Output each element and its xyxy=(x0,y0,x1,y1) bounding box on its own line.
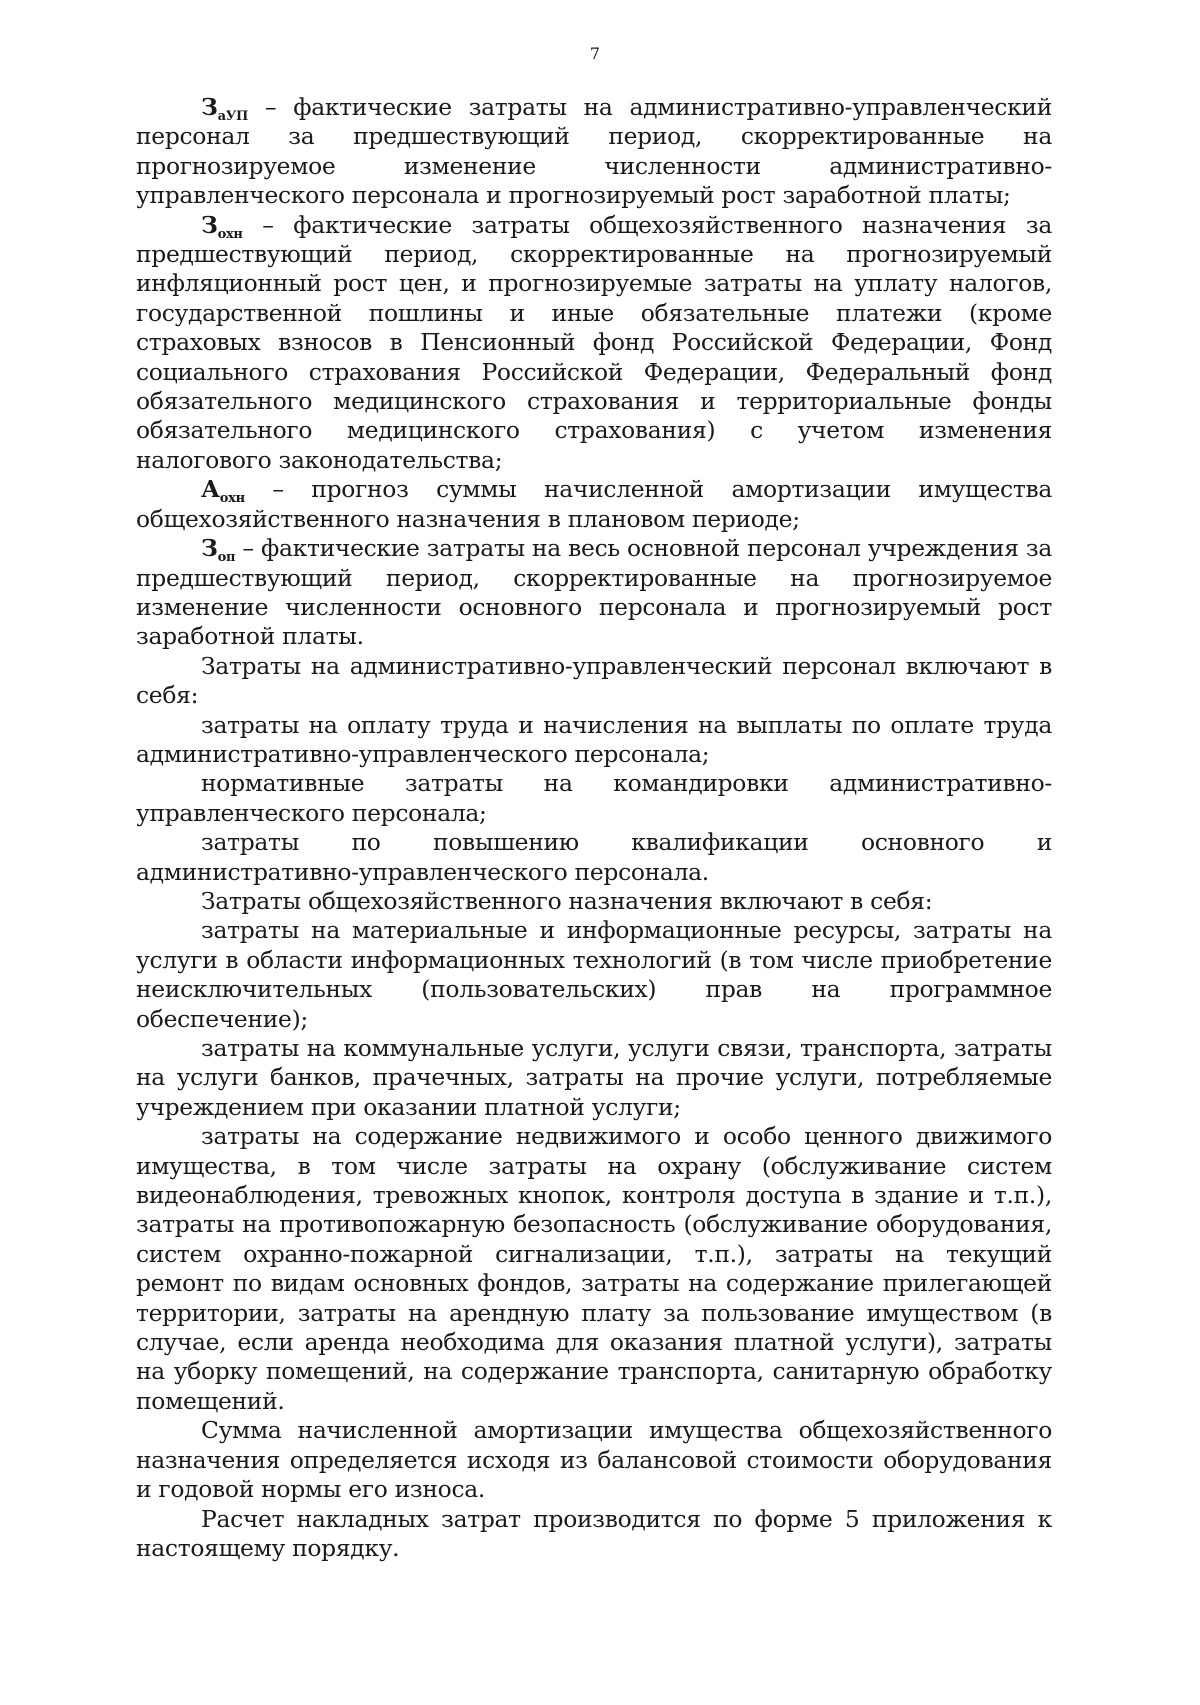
paragraph-aup-intro: Затраты на административно-управленческий персонал включают в себя: xyxy=(136,651,1052,710)
paragraph-aup-item-labor: затраты на оплату труда и начисления на выплаты по оплате труда административно-управленческого персонала; xyxy=(136,710,1052,768)
definition-z-aup: $З_{аУП}$ – фактические затраты на административно-управленческий персонал за предшествующий период, скорректированные на прогнозируемое изменение численности административно-управленческого персонала и прогнозируемый рост заработной платы; xyxy=(136,93,1052,210)
paragraph-ohn-item-property: затраты на содержание недвижимого и особо ценного движимого имущества, в том числе затраты на охрану (обслуживание систем видеонаблюдения, тревожных кнопок, контроля доступа в здание и т.п.), затраты на противопожарную безопасность (обслуживание оборудования, систем охранно-пожарной сигнализации, т.п.), затраты на текущий ремонт по видам основных фондов, затраты на содержание прилегающей территории, затраты на арендную плату за пользование имуществом (в случае, если аренда необходима для оказания платной услуги), затраты на уборку помещений, на содержание транспорта, санитарную обработку помещений. xyxy=(136,1122,1052,1415)
paragraph-aup-item-training: затраты по повышению квалификации основного и административно-управленческого персонала. xyxy=(136,828,1052,886)
formula-symbol: $З_{охн}$ xyxy=(201,210,243,242)
paragraph-ohn-intro: Затраты общехозяйственного назначения включают в себя: xyxy=(201,886,933,915)
paragraph-ohn-item-services: затраты на коммунальные услуги, услуги связи, транспорта, затраты на услуги банков, прачечных, затраты на прочие услуги, потребляемые учреждением при оказании платной услуги; xyxy=(136,1034,1052,1121)
formula-symbol: $З_{оп}$ xyxy=(201,534,236,566)
document-body xyxy=(136,93,1052,1563)
paragraph-ohn-item-resources: затраты на материальные и информационные ресурсы, затраты на услуги в области информационных технологий (в том числе приобретение неисключительных (пользовательских) прав на программное обеспечение); xyxy=(136,916,1052,1033)
formula-symbol: $А_{охн}$ xyxy=(201,475,245,507)
definition-z-ohn: $З_{охн}$ – фактические затраты общехозяйственного назначения за предшествующий период, скорректированные на прогнозируемый инфляционный рост цен, и прогнозируемые затраты на уплату налогов, государственной пошлины и иные обязательные платежи (кроме страховых взносов в Пенсионный фонд Российской Федерации, Фонд социального страхования Российской Федерации, Федеральный фонд обязательного медицинского страхования и территориальные фонды обязательного медицинского страхования) с учетом изменения налогового законодательства; xyxy=(136,210,1052,474)
paragraph-calculation: Расчет накладных затрат производится по форме 5 приложения к настоящему порядку. xyxy=(136,1504,1052,1562)
formula-symbol: $З_{аУП}$ xyxy=(201,93,248,124)
definition-z-op: $З_{оп}$ – фактические затраты на весь основной персонал учреждения за предшествующий период, скорректированные на прогнозируемое изменение численности основного персонала и прогнозируемый рост заработной платы. xyxy=(136,534,1052,651)
paragraph-aup-item-travel: нормативные затраты на командировки административно-управленческого персонала; xyxy=(136,769,1052,827)
page-number: 7 xyxy=(589,44,601,63)
definition-a-ohn: $А_{охн}$ – прогноз суммы начисленной амортизации имущества общехозяйственного назначения в плановом периоде; xyxy=(136,475,1052,533)
paragraph-amortization: Сумма начисленной амортизации имущества общехозяйственного назначения определяется исходя из балансовой стоимости оборудования и годовой нормы его износа. xyxy=(136,1416,1052,1504)
